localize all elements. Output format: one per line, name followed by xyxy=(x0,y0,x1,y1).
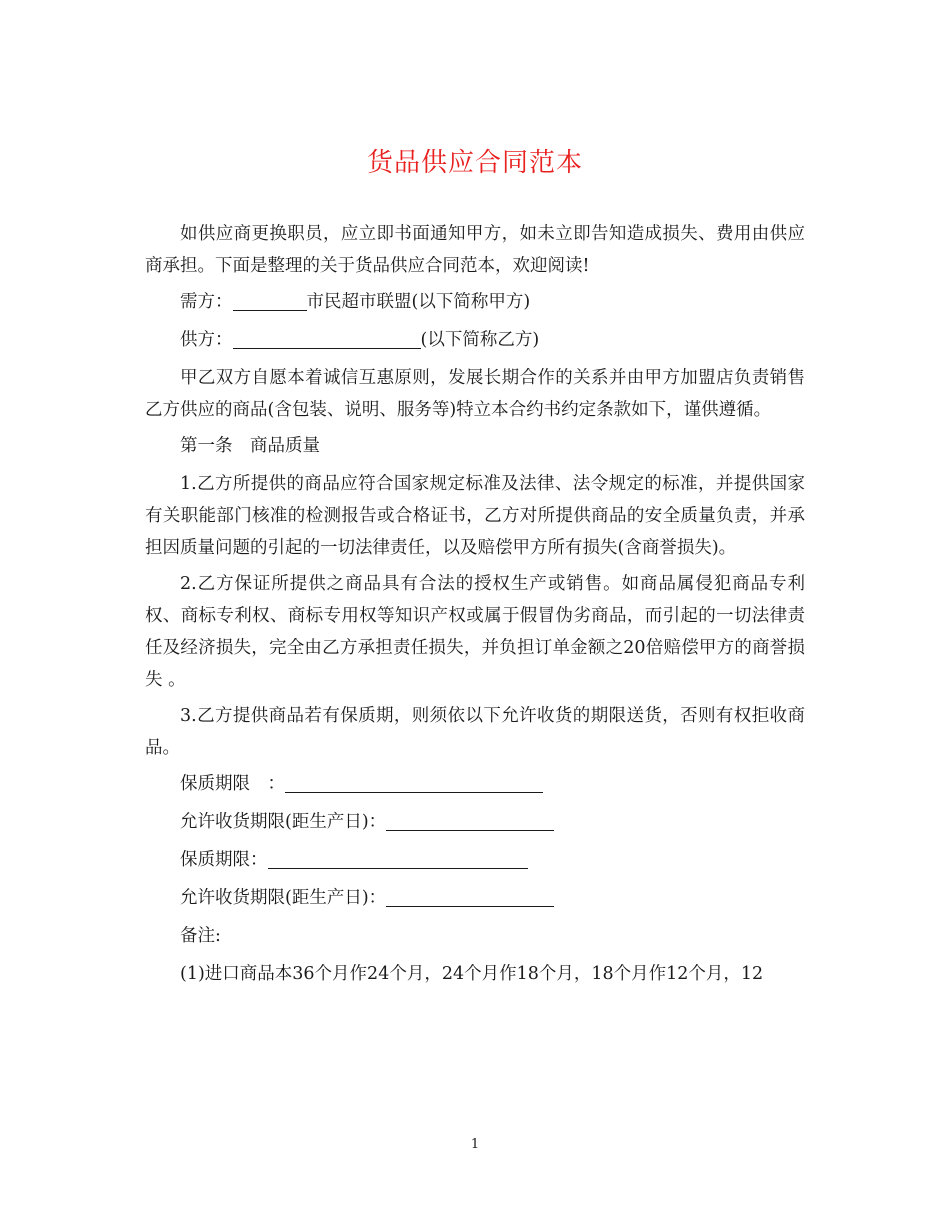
clause-3: 3.乙方提供商品若有保质期，则须依以下允许收货的期限送货，否则有权拒收商品。 xyxy=(145,706,805,758)
receive-period-line-2 xyxy=(145,882,805,914)
page-number: 1 xyxy=(470,1137,480,1152)
shelf-life-line-1 xyxy=(145,768,805,800)
buyer-label: 需方： xyxy=(180,292,233,312)
clause-1: 1.乙方所提供的商品应符合国家规定标准及法律、法令规定的标准，并提供国家有关职能部门核准的检测报告或合格证书，乙方对所提供商品的安全质量负责，并承担因质量问题的引起的一切法律责任，以及赔偿甲方所有损失(含商誉损失)。 xyxy=(145,474,805,558)
supplier-suffix: (以下简称乙方) xyxy=(420,330,540,350)
buyer-suffix: 市民超市联盟(以下简称甲方) xyxy=(306,292,531,312)
shelf-life-blank-1 xyxy=(285,770,543,793)
shelf-life-line-2 xyxy=(145,844,805,876)
receive-period-label-2: 允许收货期限(距生产日)： xyxy=(180,888,387,908)
buyer-line xyxy=(145,286,805,318)
shelf-life-blank-2 xyxy=(268,846,528,869)
supplier-blank xyxy=(233,326,421,349)
shelf-life-label-2: 保质期限： xyxy=(180,850,268,870)
receive-period-label-1: 允许收货期限(距生产日)： xyxy=(180,812,387,832)
supplier-line xyxy=(145,324,805,356)
intro-paragraph: 如供应商更换职员，应立即书面通知甲方，如未立即告知造成损失、费用由供应商承担。下面是整理的关于货品供应合同范本，欢迎阅读! xyxy=(145,224,805,276)
receive-period-blank-1 xyxy=(386,808,554,831)
document-body xyxy=(145,218,805,994)
remarks-label: 备注: xyxy=(180,926,221,946)
supplier-label: 供方： xyxy=(180,330,233,350)
article-1-heading: 第一条 商品质量 xyxy=(180,436,320,456)
clause-2: 2.乙方保证所提供之商品具有合法的授权生产或销售。如商品属侵犯商品专利权、商标专利权、商标专用权等知识产权或属于假冒伪劣商品，而引起的一切法律责任及经济损失，完全由乙方承担责任损失，并负担订单金额之20倍赔偿甲方的商誉损失 。 xyxy=(145,574,805,690)
buyer-blank xyxy=(233,288,307,311)
receive-period-line-1 xyxy=(145,806,805,838)
preamble-paragraph: 甲乙双方自愿本着诚信互惠原则，发展长期合作的关系并由甲方加盟店负责销售乙方供应的商品(含包装、说明、服务等)特立本合约书约定条款如下，谨供遵循。 xyxy=(145,368,805,420)
receive-period-blank-2 xyxy=(386,884,554,907)
document-title: 货品供应合同范本 xyxy=(366,148,583,178)
remark-1: (1)进口商品本36个月作24个月，24个月作18个月，18个月作12个月，12 xyxy=(180,964,764,984)
shelf-life-label-1: 保质期限 ： xyxy=(180,774,285,794)
